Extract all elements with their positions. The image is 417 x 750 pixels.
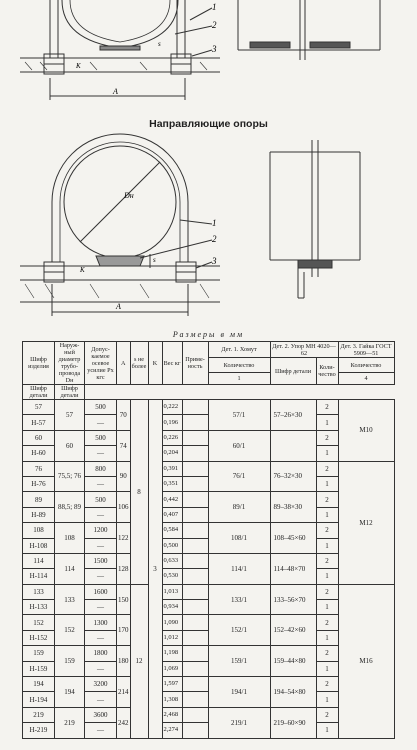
header-k: K bbox=[148, 342, 162, 385]
guide-support-drawing bbox=[0, 112, 417, 332]
cell-note bbox=[182, 723, 208, 738]
cell-diameter: 159 bbox=[55, 646, 85, 677]
cell-a: 170 bbox=[117, 615, 131, 646]
cell-weight: 1,012 bbox=[162, 630, 182, 645]
cell-force: 1500 bbox=[85, 553, 117, 568]
cell-force: 500 bbox=[85, 400, 117, 415]
cell-force: 1300 bbox=[85, 615, 117, 630]
cell-det2-qty: 1 bbox=[316, 446, 338, 461]
header-part-qty-det2: Коли-чество bbox=[316, 358, 338, 385]
cell-code: Н-108 bbox=[23, 538, 55, 553]
dimensions-table bbox=[22, 341, 395, 739]
cell-det2-qty: 2 bbox=[316, 523, 338, 538]
cell-force: — bbox=[85, 723, 117, 738]
cell-code: Н-159 bbox=[23, 661, 55, 676]
header-qty4: 4 bbox=[338, 373, 394, 385]
cell-note bbox=[182, 646, 208, 661]
cell-det2-qty: 2 bbox=[316, 553, 338, 568]
cell-code: 194 bbox=[23, 677, 55, 692]
cell-diameter: 60 bbox=[55, 430, 85, 461]
cell-weight: 1,013 bbox=[162, 584, 182, 599]
cell-det3: M12 bbox=[338, 461, 394, 584]
cell-force: — bbox=[85, 538, 117, 553]
cell-diameter: 194 bbox=[55, 677, 85, 708]
cell-force: 1600 bbox=[85, 584, 117, 599]
cell-det2: 159–44×80 bbox=[270, 646, 316, 677]
dim-s-label: s bbox=[153, 256, 156, 264]
cell-code: Н-89 bbox=[23, 507, 55, 522]
cell-code: Н-57 bbox=[23, 415, 55, 430]
cell-force: 3600 bbox=[85, 707, 117, 722]
dim-k-label: K bbox=[76, 62, 81, 70]
cell-code: 133 bbox=[23, 584, 55, 599]
cell-note bbox=[182, 507, 208, 522]
cell-code: 219 bbox=[23, 707, 55, 722]
header-note: Приме-ность bbox=[182, 342, 208, 385]
cell-code: Н-194 bbox=[23, 692, 55, 707]
cell-weight: 0,226 bbox=[162, 430, 182, 445]
cell-weight: 2,468 bbox=[162, 707, 182, 722]
cell-diameter: 57 bbox=[55, 400, 85, 431]
cell-force: 1800 bbox=[85, 646, 117, 661]
dim-k-label: K bbox=[80, 266, 85, 274]
header-qty1: 1 bbox=[208, 373, 270, 385]
cell-force: — bbox=[85, 415, 117, 430]
cell-force: — bbox=[85, 630, 117, 645]
cell-weight: 0,584 bbox=[162, 523, 182, 538]
cell-det3: M16 bbox=[338, 584, 394, 738]
cell-force: — bbox=[85, 600, 117, 615]
cell-weight: 0,351 bbox=[162, 476, 182, 491]
cell-det2-qty: 2 bbox=[316, 707, 338, 722]
cell-note bbox=[182, 400, 208, 415]
cell-det2-qty: 1 bbox=[316, 507, 338, 522]
cell-det2: 219–60×90 bbox=[270, 707, 316, 738]
table-row bbox=[23, 584, 395, 599]
cell-weight: 0,222 bbox=[162, 400, 182, 415]
cell-det2-qty: 1 bbox=[316, 692, 338, 707]
cell-code: Н-152 bbox=[23, 630, 55, 645]
cell-det2: 194–54×80 bbox=[270, 677, 316, 708]
cell-note bbox=[182, 584, 208, 599]
cell-weight: 1,597 bbox=[162, 677, 182, 692]
cell-det2-qty: 2 bbox=[316, 430, 338, 445]
cell-weight: 0,204 bbox=[162, 446, 182, 461]
cell-det2-qty: 2 bbox=[316, 584, 338, 599]
cell-weight: 0,442 bbox=[162, 492, 182, 507]
cell-det1: 60/1 bbox=[208, 430, 270, 461]
cell-note bbox=[182, 446, 208, 461]
cell-det2 bbox=[270, 430, 316, 461]
cell-force: — bbox=[85, 569, 117, 584]
cell-note bbox=[182, 523, 208, 538]
cell-a: 150 bbox=[117, 584, 131, 615]
header-part-code-det3: Шифр детали bbox=[55, 385, 85, 400]
cell-weight: 0,391 bbox=[162, 461, 182, 476]
cell-code: Н-133 bbox=[23, 600, 55, 615]
callout-2: 2 bbox=[212, 234, 217, 244]
cell-force: 500 bbox=[85, 430, 117, 445]
header-qty-det3: Количество bbox=[338, 358, 394, 373]
cell-note bbox=[182, 553, 208, 568]
cell-force: 500 bbox=[85, 492, 117, 507]
cell-a: 74 bbox=[117, 430, 131, 461]
cell-code: 114 bbox=[23, 553, 55, 568]
cell-a: 180 bbox=[117, 646, 131, 677]
cell-weight: 2,274 bbox=[162, 723, 182, 738]
cell-note bbox=[182, 461, 208, 476]
cell-note bbox=[182, 430, 208, 445]
cell-det1: 76/1 bbox=[208, 461, 270, 492]
cell-det2: 108–45×60 bbox=[270, 523, 316, 554]
cell-det1: 89/1 bbox=[208, 492, 270, 523]
cell-det2-qty: 2 bbox=[316, 677, 338, 692]
cell-code: 89 bbox=[23, 492, 55, 507]
callout-1: 1 bbox=[212, 218, 217, 228]
callout-3: 3 bbox=[212, 44, 217, 54]
cell-a: 90 bbox=[117, 461, 131, 492]
cell-det2: 133–56×70 bbox=[270, 584, 316, 615]
cell-weight: 1,198 bbox=[162, 646, 182, 661]
cell-det2-qty: 1 bbox=[316, 476, 338, 491]
cell-det2-qty: 1 bbox=[316, 630, 338, 645]
cell-det1: 108/1 bbox=[208, 523, 270, 554]
cell-det2: 57–26×30 bbox=[270, 400, 316, 431]
cell-det2-qty: 1 bbox=[316, 415, 338, 430]
header-force: Допус-каемое осевое усилие Pх кгс bbox=[85, 342, 117, 385]
callout-3: 3 bbox=[212, 256, 217, 266]
cell-diameter: 88,5; 89 bbox=[55, 492, 85, 523]
cell-det2-qty: 2 bbox=[316, 492, 338, 507]
cell-diameter: 75,5; 76 bbox=[55, 461, 85, 492]
header-part-code-det1: Шифр детали bbox=[23, 385, 55, 400]
cell-det1: 152/1 bbox=[208, 615, 270, 646]
callout-2: 2 bbox=[212, 20, 217, 30]
header-det1: Дет. 1. Хомут bbox=[208, 342, 270, 358]
cell-det2-qty: 1 bbox=[316, 600, 338, 615]
cell-a: 128 bbox=[117, 553, 131, 584]
cell-note bbox=[182, 707, 208, 722]
dim-d-label: Dн bbox=[124, 191, 134, 200]
top-support-drawing bbox=[0, 0, 417, 112]
cell-diameter: 219 bbox=[55, 707, 85, 738]
cell-det2-qty: 2 bbox=[316, 615, 338, 630]
cell-det1: 159/1 bbox=[208, 646, 270, 677]
header-diameter: Наруж-ный диаметр трубо-провода Dн bbox=[55, 342, 85, 385]
cell-det2-qty: 2 bbox=[316, 646, 338, 661]
callout-1: 1 bbox=[212, 2, 217, 12]
cell-det1: 194/1 bbox=[208, 677, 270, 708]
cell-weight: 0,530 bbox=[162, 569, 182, 584]
cell-weight: 1,090 bbox=[162, 615, 182, 630]
dim-a-label: A bbox=[116, 302, 121, 311]
cell-code: 60 bbox=[23, 430, 55, 445]
cell-det2: 152–42×60 bbox=[270, 615, 316, 646]
cell-force: — bbox=[85, 507, 117, 522]
cell-det1: 219/1 bbox=[208, 707, 270, 738]
cell-diameter: 133 bbox=[55, 584, 85, 615]
cell-a: 106 bbox=[117, 492, 131, 523]
cell-weight: 0,934 bbox=[162, 600, 182, 615]
cell-note bbox=[182, 692, 208, 707]
header-weight: Вес кг bbox=[162, 342, 182, 385]
cell-weight: 0,196 bbox=[162, 415, 182, 430]
section-title: Направляющие опоры bbox=[149, 118, 268, 130]
header-det2: Дет. 2. Упор МН 4020—62 bbox=[270, 342, 338, 358]
cell-code: Н-114 bbox=[23, 569, 55, 584]
cell-weight: 0,633 bbox=[162, 553, 182, 568]
cell-det1: 133/1 bbox=[208, 584, 270, 615]
cell-code: 108 bbox=[23, 523, 55, 538]
cell-diameter: 152 bbox=[55, 615, 85, 646]
cell-det1: 114/1 bbox=[208, 553, 270, 584]
cell-note bbox=[182, 476, 208, 491]
cell-code: Н-76 bbox=[23, 476, 55, 491]
cell-note bbox=[182, 630, 208, 645]
dim-a-label: A bbox=[113, 87, 118, 96]
cell-weight: 1,069 bbox=[162, 661, 182, 676]
cell-force: — bbox=[85, 446, 117, 461]
cell-det2: 89–38×30 bbox=[270, 492, 316, 523]
cell-det1: 57/1 bbox=[208, 400, 270, 431]
cell-note bbox=[182, 615, 208, 630]
cell-weight: 0,500 bbox=[162, 538, 182, 553]
cell-diameter: 108 bbox=[55, 523, 85, 554]
cell-det2: 114–48×70 bbox=[270, 553, 316, 584]
cell-note bbox=[182, 538, 208, 553]
cell-note bbox=[182, 569, 208, 584]
cell-weight: 0,407 bbox=[162, 507, 182, 522]
cell-note bbox=[182, 677, 208, 692]
cell-force: — bbox=[85, 476, 117, 491]
cell-det2-qty: 2 bbox=[316, 400, 338, 415]
header-det3: Дет. 3. Гайка ГОСТ 5909—51 bbox=[338, 342, 394, 358]
cell-det2-qty: 2 bbox=[316, 461, 338, 476]
cell-force: — bbox=[85, 661, 117, 676]
table-caption: Размеры в мм bbox=[172, 330, 245, 339]
cell-a: 214 bbox=[117, 677, 131, 708]
cell-code: 57 bbox=[23, 400, 55, 415]
dim-s-label: s bbox=[158, 40, 161, 48]
cell-force: 1200 bbox=[85, 523, 117, 538]
header-code: Шифр изделия bbox=[23, 342, 55, 385]
header-part-code-det2: Шифр детали bbox=[270, 358, 316, 385]
cell-code: 76 bbox=[23, 461, 55, 476]
cell-note bbox=[182, 600, 208, 615]
table-row bbox=[23, 461, 395, 476]
cell-det3: M10 bbox=[338, 400, 394, 462]
cell-force: — bbox=[85, 692, 117, 707]
header-a: A bbox=[117, 342, 131, 385]
cell-weight: 1,308 bbox=[162, 692, 182, 707]
cell-det2-qty: 1 bbox=[316, 538, 338, 553]
cell-force: 3200 bbox=[85, 677, 117, 692]
cell-s: 12 bbox=[130, 584, 148, 738]
header-s: s не более bbox=[130, 342, 148, 385]
cell-det2-qty: 1 bbox=[316, 723, 338, 738]
cell-note bbox=[182, 415, 208, 430]
cell-note bbox=[182, 661, 208, 676]
cell-code: Н-219 bbox=[23, 723, 55, 738]
cell-code: 152 bbox=[23, 615, 55, 630]
cell-s: 8 bbox=[130, 400, 148, 585]
cell-diameter: 114 bbox=[55, 553, 85, 584]
cell-k: 3 bbox=[148, 400, 162, 739]
cell-code: 159 bbox=[23, 646, 55, 661]
cell-note bbox=[182, 492, 208, 507]
cell-a: 122 bbox=[117, 523, 131, 554]
table-row bbox=[23, 400, 395, 415]
header-qty-det1: Количество bbox=[208, 358, 270, 373]
cell-a: 242 bbox=[117, 707, 131, 738]
cell-force: 800 bbox=[85, 461, 117, 476]
cell-a: 70 bbox=[117, 400, 131, 431]
cell-det2-qty: 1 bbox=[316, 661, 338, 676]
cell-code: Н-60 bbox=[23, 446, 55, 461]
cell-det2-qty: 1 bbox=[316, 569, 338, 584]
cell-det2: 76–32×30 bbox=[270, 461, 316, 492]
